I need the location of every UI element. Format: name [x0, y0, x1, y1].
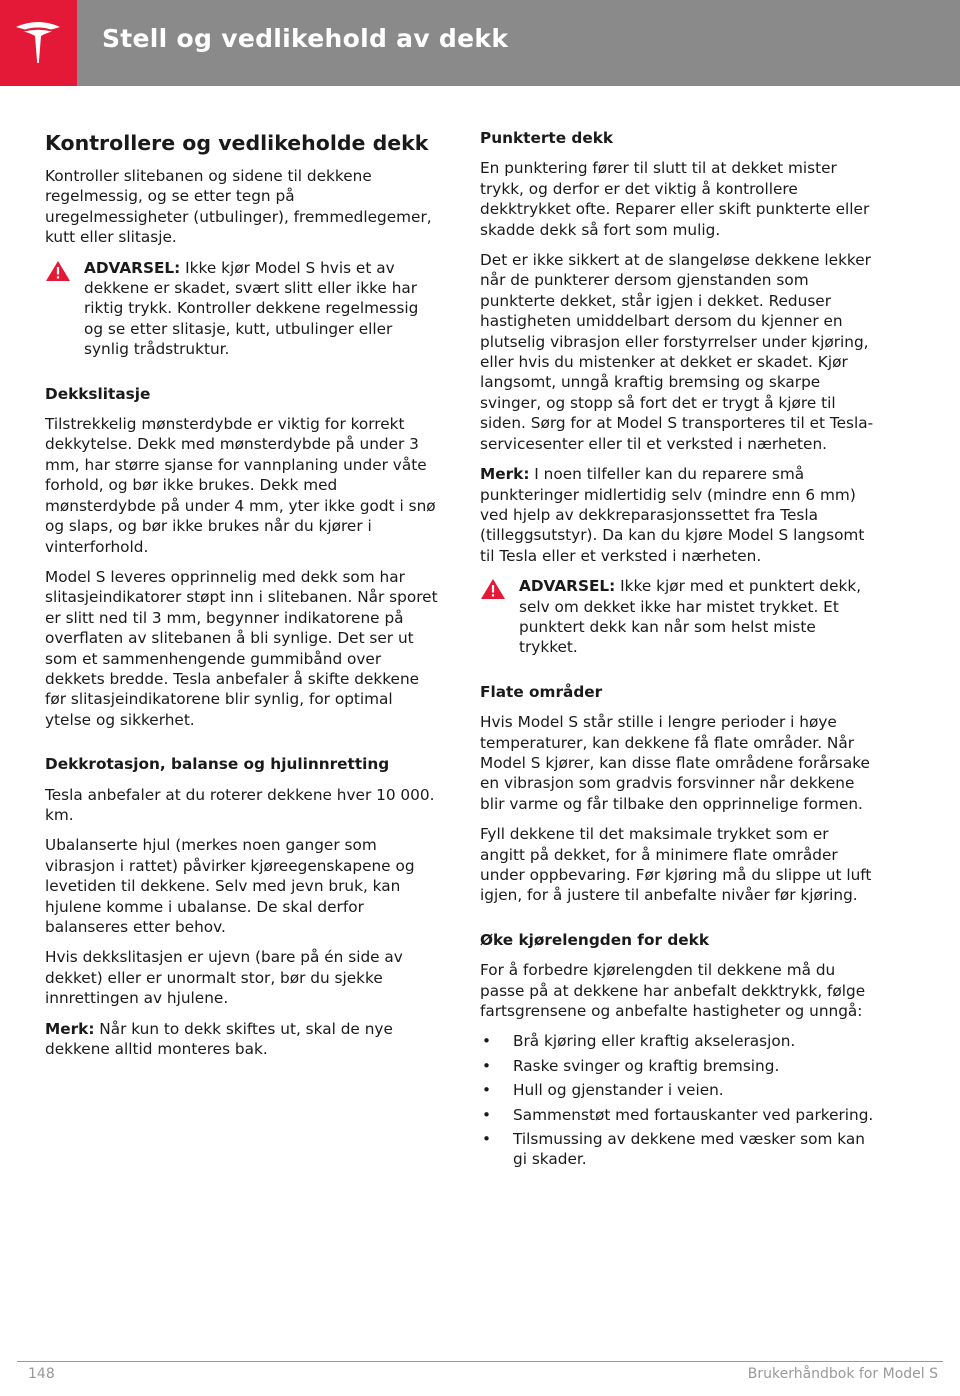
warning-label: ADVARSEL:: [519, 577, 616, 596]
note: [45, 1019, 440, 1060]
tesla-logo-icon: [13, 18, 63, 68]
chapter-title: Stell og vedlikehold av dekk: [102, 24, 509, 53]
left-column: [45, 126, 440, 1069]
list-item: • Raske svinger og kraftig bremsing.: [482, 1056, 780, 1075]
warning-text: Ikke kjør Model S hvis et av dekkene er skadet, svært slitt eller ikke har riktig trykk. Kontroller dekkene regelmessig og se etter slitasje, kutt, utbulinger eller synlig trådstruktur.: [84, 258, 419, 359]
footer-divider: [17, 1361, 943, 1362]
bullet-dot: •: [482, 1056, 492, 1075]
paragraph: En punktering fører til slutt til at dekket mister trykk, og derfor er det viktig å kontrollere dekktrykket ofte. Reparer eller skift punkterte eller skadde dekk så fort som mulig.: [480, 159, 870, 239]
subheading-rotation: Dekkrotasjon, balanse og hjulinnretting: [45, 755, 390, 774]
note-label: Merk:: [480, 465, 530, 484]
paragraph: Hvis dekkslitasjen er ujevn (bare på én side av dekket) eller er unormalt stor, bør du sjekke innrettingen av hjulene.: [45, 948, 403, 1008]
paragraph: Det er ikke sikkert at de slangeløse dekkene lekker når de punkterer dersom gjenstanden som punkterte dekket, står igjen i dekket. Reduser hastigheten umiddelbart dersom du kjenner en plutselig vibrasjon eller forstyrrelser under kjøring, eller hvis du mistenker at dekket er skadet. Kjør langsomt, unngå kraftig bremsing og skarpe svinger, og stopp så fort det er trygt å kjøre til siden. Sørg for at Model S transporteres til et Tesla-servicesenter eller til et verksted i nærheten.: [480, 251, 874, 453]
paragraph: Ubalanserte hjul (merkes noen ganger som vibrasjon i rattet) påvirker kjøreegenskapene og levetiden til dekkene. Selv med jevn bruk, kan hjulene komme i ubalanse. De skal derfor balanseres etter behov.: [45, 836, 415, 936]
warning-box: [480, 576, 875, 658]
paragraph: Fyll dekkene til det maksimale trykket som er angitt på dekket, for å minimere flate områder under oppbevaring. Før kjøring må du slippe ut luft igjen, for å justere til anbefalte nivåer før kjøring.: [480, 825, 872, 905]
paragraph: Model S leveres opprinnelig med dekk som har slitasjeindikatorer støpt inn i slitebanen. Når sporet er slitt ned til 3 mm, begynner indikatorene på overflaten av slitebanen å bli synlige. Det ser ut som et sammenhengende gummibånd over dekkets bredde. Tesla anbefaler å skifte dekkene før slitasjeindikatorene blir synlig, for optimal ytelse og sikkerhet.: [45, 567, 438, 729]
section-heading: Kontrollere og vedlikeholde dekk: [45, 131, 429, 155]
warning-icon: [45, 260, 71, 282]
list-item: • Hull og gjenstander i veien.: [482, 1081, 724, 1100]
list-item: • Brå kjøring eller kraftig akselerasjon.: [482, 1032, 796, 1051]
bullet-dot: •: [482, 1081, 492, 1100]
note: [480, 464, 875, 566]
subheading-tire-mileage: Øke kjørelengden for dekk: [480, 930, 710, 949]
header-bar: [0, 0, 960, 86]
paragraph: Tilstrekkelig mønsterdybde er viktig for korrekt dekkytelse. Dekk med mønsterdybde på under 3 mm, har større sjanse for vannplaning under våte forhold, og bør ikke brukes. Dekk med mønsterdybde på under 4 mm, yter ikke godt i snø og slaps, og bør ikke brukes når du kjører i vinterforhold.: [45, 415, 436, 556]
list-item: • Tilsmussing av dekkene med væsker som kan gi skader.: [482, 1130, 865, 1169]
bullet-list: [480, 1031, 875, 1169]
warning-text: Ikke kjør med et punktert dekk, selv om dekket ikke har mistet trykket. Et punktert dekk kan når som helst miste trykket.: [519, 577, 862, 657]
note-text: I noen tilfeller kan du reparere små punkteringer midlertidig selv (mindre enn 6 mm) ved hjelp av dekkreparasjonssettet fra Tesla (tilleggsutstyr). Da kan du kjøre Model S langsomt til Tesla eller et verksted i nærheten.: [480, 465, 865, 565]
warning-icon: [480, 578, 506, 600]
paragraph: For å forbedre kjørelengden til dekkene må du passe på at dekkene har anbefalt dekktrykk, følge fartsgrensene og anbefalte hastigheter og unngå:: [480, 961, 866, 1021]
note-label: Merk:: [45, 1019, 95, 1038]
paragraph: Tesla anbefaler at du roterer dekkene hver 10 000. km.: [45, 785, 435, 824]
note-text: Når kun to dekk skiftes ut, skal de nye dekkene alltid monteres bak.: [45, 1019, 393, 1059]
bullet-dot: •: [482, 1130, 492, 1149]
paragraph: Hvis Model S står stille i lengre perioder i høye temperaturer, kan dekkene få flate områder. Når Model S kjører, kan disse flate områdene forårsake en vibrasjon som gradvis forsvinner når dekkene blir varme og får tilbake den opprinnelige formen.: [480, 713, 870, 813]
page-number: 148: [28, 1366, 55, 1382]
bullet-dot: •: [482, 1105, 492, 1124]
warning-box: [45, 258, 440, 360]
footer-manual-title: Brukerhåndbok for Model S: [747, 1366, 938, 1382]
bullet-dot: •: [482, 1032, 492, 1051]
subheading-tread-wear: Dekkslitasje: [45, 384, 151, 403]
intro-paragraph: Kontroller slitebanen og sidene til dekkene regelmessig, og se etter tegn på uregelmessigheter (utbulinger), fremmedlegemer, kutt eller slitasje.: [45, 167, 432, 247]
tesla-logo: [0, 0, 77, 86]
subheading-punctured: Punkterte dekk: [480, 129, 614, 147]
list-item: • Sammenstøt med fortauskanter ved parkering.: [482, 1105, 874, 1124]
subheading-flat-spots: Flate områder: [480, 682, 603, 701]
warning-label: ADVARSEL:: [84, 258, 181, 277]
right-column: [480, 126, 875, 1174]
